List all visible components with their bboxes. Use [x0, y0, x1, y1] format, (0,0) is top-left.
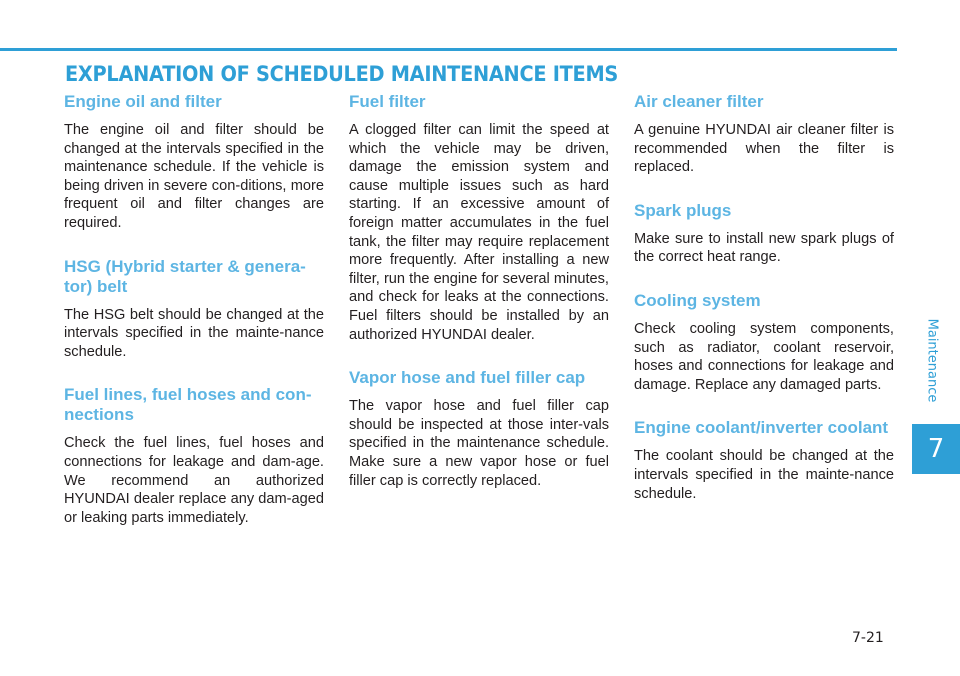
top-divider [0, 48, 897, 51]
column-1 [64, 92, 324, 551]
item-fuel-filter [349, 92, 609, 344]
item-heading: Fuel lines, fuel hoses and con-nections [64, 385, 312, 425]
item-heading: Vapor hose and fuel filler cap [349, 368, 586, 388]
item-vapor-hose [349, 368, 609, 490]
chapter-tab: 7 [912, 424, 960, 474]
item-body: Check cooling system components, such as radiator, coolant reservoir, hoses and connections for leakage and damage. Replace any damaged parts. [634, 320, 894, 393]
item-heading: Air cleaner filter [634, 92, 764, 111]
item-fuel-lines [64, 385, 324, 527]
item-body: Check the fuel lines, fuel hoses and connections for leakage and dam-age. We recommend an authorized HYUNDAI dealer replace any dam-aged or leaking parts immediately. [64, 435, 324, 526]
item-heading: Spark plugs [634, 200, 732, 220]
item-body: The HSG belt should be changed at the intervals specified in the mainte-nance schedule. [64, 306, 324, 360]
item-heading: Cooling system [634, 290, 761, 310]
item-spark-plugs [634, 201, 894, 267]
item-air-cleaner-filter [634, 92, 894, 177]
chapter-label-text: Maintenance [924, 318, 940, 402]
column-2 [349, 92, 609, 514]
column-3 [634, 92, 894, 527]
chapter-side-label [922, 290, 942, 430]
item-heading: Engine coolant/inverter coolant [634, 418, 889, 438]
item-heading: HSG (Hybrid starter & genera-tor) belt [64, 256, 306, 296]
item-body: A clogged filter can limit the speed at which the vehicle may be driven, damage the emission system and cause multiple issues such as hard starting. If an excessive amount of foreign matter accumulates in the fuel tank, the filter may require replacement more frequently. After installing a new filter, run the engine for several minutes, and check for leaks at the connections. Fuel filters should be installed by an authorized HYUNDAI dealer. [349, 122, 609, 343]
item-body: Make sure to install new spark plugs of the correct heat range. [634, 230, 894, 266]
item-body: The coolant should be changed at the intervals specified in the mainte-nance schedule. [634, 448, 894, 502]
item-body: The vapor hose and fuel filler cap should be inspected at those inter-vals specified in the maintenance schedule. Make sure a new vapor hose or fuel filler cap is correctly replaced. [349, 398, 609, 489]
item-engine-oil-filter [64, 92, 324, 233]
section-title: EXPLANATION OF SCHEDULED MAINTENANCE ITEMS [65, 62, 619, 86]
page-number: 7-21 [852, 630, 884, 646]
item-engine-coolant [634, 418, 894, 503]
item-cooling-system [634, 291, 894, 394]
item-heading: Fuel filter [349, 92, 426, 111]
item-body: A genuine HYUNDAI air cleaner filter is recommended when the filter is replaced. [634, 122, 894, 176]
item-body: The engine oil and filter should be changed at the intervals specified in the maintenance schedule. If the vehicle is being driven in severe con-ditions, more frequent oil and filter changes are required. [64, 122, 324, 231]
item-hsg-belt [64, 257, 324, 362]
item-heading: Engine oil and filter [64, 92, 222, 111]
